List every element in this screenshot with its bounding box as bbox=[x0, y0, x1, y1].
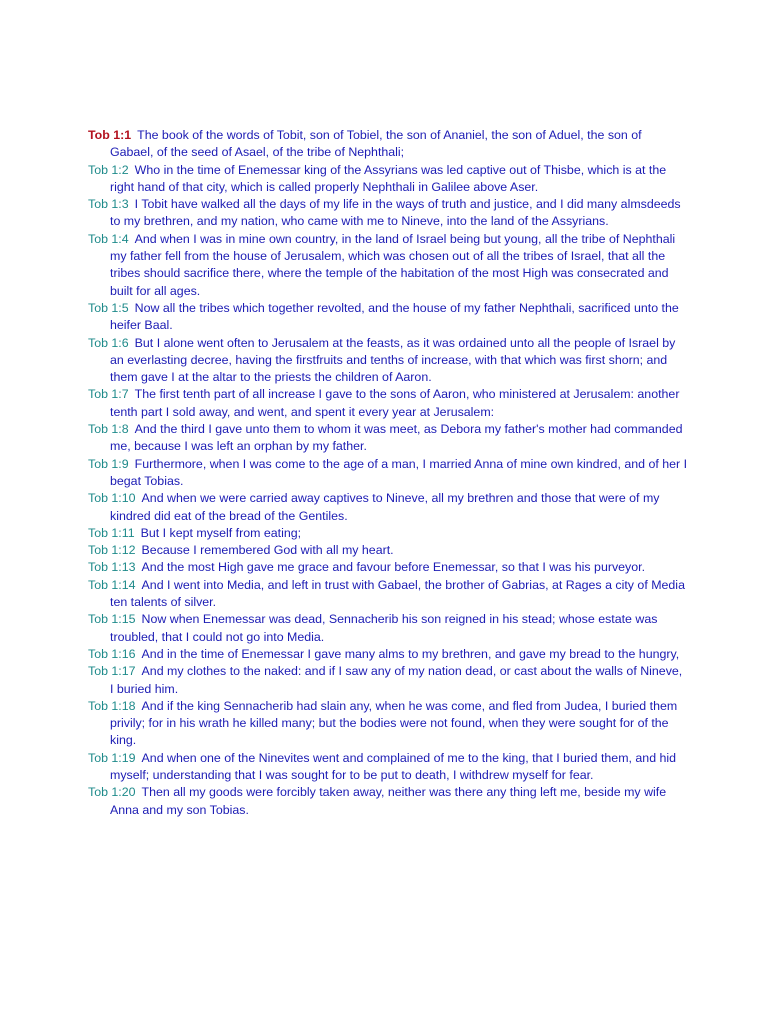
verse-paragraph bbox=[88, 784, 688, 819]
verse-reference: Tob 1:12 bbox=[88, 543, 136, 558]
verse-reference: Tob 1:17 bbox=[88, 664, 136, 679]
verse-text: Then all my goods were forcibly taken away, neither was there any thing left me, beside my wife Anna and my son Tobias. bbox=[110, 785, 667, 817]
verse-paragraph bbox=[88, 335, 688, 387]
verse-reference: Tob 1:3 bbox=[88, 197, 129, 212]
verse-reference: Tob 1:6 bbox=[88, 335, 129, 350]
verse-paragraph bbox=[88, 525, 688, 542]
verse-reference: Tob 1:2 bbox=[88, 162, 129, 177]
verse-paragraph bbox=[88, 663, 688, 698]
verse-text: And my clothes to the naked: and if I saw any of my nation dead, or cast about the walls of Nineve, I buried him. bbox=[110, 664, 683, 696]
verse-text: Now when Enemessar was dead, Sennacherib his son reigned in his stead; whose estate was troubled, that I could not go into Media. bbox=[110, 612, 658, 644]
verse-paragraph bbox=[88, 386, 688, 421]
verse-text: The first tenth part of all increase I gave to the sons of Aaron, who ministered at Jerusalem: another tenth part I sold away, and went, and spent it every year at Jerusalem: bbox=[110, 387, 680, 419]
verse-reference: Tob 1:19 bbox=[88, 750, 136, 765]
verse-paragraph bbox=[88, 750, 688, 785]
verse-paragraph bbox=[88, 611, 688, 646]
verse-text: But I kept myself from eating; bbox=[140, 525, 302, 540]
verse-reference: Tob 1:16 bbox=[88, 646, 136, 661]
verse-reference: Tob 1:10 bbox=[88, 491, 136, 506]
verse-text: And when I was in mine own country, in the land of Israel being but young, all the tribe of Nephthali my father fell from the house of Jerusalem, which was chosen out of all the tribes of Israel, that all the tribes should sacrifice there, where the temple of the habitation of the most High was consecrated and built for all ages. bbox=[110, 231, 676, 298]
verse-paragraph bbox=[88, 542, 688, 559]
verse-paragraph bbox=[88, 456, 688, 491]
verse-reference: Tob 1:7 bbox=[88, 387, 129, 402]
verse-reference: Tob 1:13 bbox=[88, 560, 136, 575]
verse-text: And if the king Sennacherib had slain any, when he was come, and fled from Judea, I buried them privily; for in his wrath he killed many; but the bodies were not found, when they were sought for of the king. bbox=[110, 698, 678, 748]
verse-paragraph bbox=[88, 646, 688, 663]
verse-reference: Tob 1:4 bbox=[88, 231, 129, 246]
verse-text: But I alone went often to Jerusalem at the feasts, as it was ordained unto all the people of Israel by an everlasting decree, having the firstfruits and tenths of increase, with that which was first shorn; and them gave I at the altar to the priests the children of Aaron. bbox=[110, 335, 676, 385]
verse-reference: Tob 1:5 bbox=[88, 300, 129, 315]
verse-reference: Tob 1:18 bbox=[88, 698, 136, 713]
verse-paragraph bbox=[88, 577, 688, 612]
verse-reference: Tob 1:15 bbox=[88, 612, 136, 627]
verse-text: Furthermore, when I was come to the age of a man, I married Anna of mine own kindred, and of her I begat Tobias. bbox=[110, 456, 688, 488]
verse-text: Now all the tribes which together revolted, and the house of my father Nephthali, sacrificed unto the heifer Baal. bbox=[110, 300, 679, 333]
verse-text: The book of the words of Tobit, son of Tobiel, the son of Ananiel, the son of Aduel, the son of Gabael, of the seed of Asael, of the tribe of Nephthali; bbox=[110, 128, 642, 160]
verse-reference: Tob 1:20 bbox=[88, 785, 136, 800]
verse-text: And I went into Media, and left in trust with Gabael, the brother of Gabrias, at Rages a city of Media ten talents of silver. bbox=[110, 577, 685, 610]
verse-reference: Tob 1:11 bbox=[88, 525, 135, 540]
verse-text: And when one of the Ninevites went and complained of me to the king, that I buried them, and hid myself; understanding that I was sought for to be put to death, I withdrew myself for fear. bbox=[110, 750, 677, 782]
verse-text: Who in the time of Enemessar king of the Assyrians was led captive out of Thisbe, which is at the right hand of that city, which is called properly Nephthali in Galilee above Aser. bbox=[110, 162, 667, 194]
verse-paragraph bbox=[88, 421, 688, 456]
verse-text: And the third I gave unto them to whom it was meet, as Debora my father's mother had commanded me, because I was left an orphan by my father. bbox=[110, 422, 683, 454]
verse-paragraph bbox=[88, 231, 688, 300]
verse-paragraph bbox=[88, 162, 688, 197]
verse-paragraph bbox=[88, 559, 688, 576]
verse-text: And when we were carried away captives to Nineve, all my brethren and those that were of my kindred did eat of the bread of the Gentiles. bbox=[110, 491, 660, 523]
verse-text: I Tobit have walked all the days of my life in the ways of truth and justice, and I did many almsdeeds to my brethren, and my nation, who came with me to Nineve, into the land of the Assyrians. bbox=[110, 197, 681, 229]
verse-paragraph bbox=[88, 127, 688, 162]
verse-text: Because I remembered God with all my heart. bbox=[141, 543, 394, 558]
verse-paragraph bbox=[88, 490, 688, 525]
verse-paragraph bbox=[88, 196, 688, 231]
verse-reference: Tob 1:14 bbox=[88, 577, 136, 592]
verse-reference: Tob 1:1 bbox=[88, 128, 132, 142]
verse-reference: Tob 1:8 bbox=[88, 422, 129, 437]
verse-paragraph bbox=[88, 300, 688, 335]
verse-reference: Tob 1:9 bbox=[88, 456, 129, 471]
verse-list bbox=[88, 127, 688, 819]
verse-text: And in the time of Enemessar I gave many alms to my brethren, and gave my bread to the hungry, bbox=[141, 646, 680, 661]
verse-paragraph bbox=[88, 698, 688, 750]
verse-text: And the most High gave me grace and favour before Enemessar, so that I was his purveyor. bbox=[141, 560, 646, 575]
